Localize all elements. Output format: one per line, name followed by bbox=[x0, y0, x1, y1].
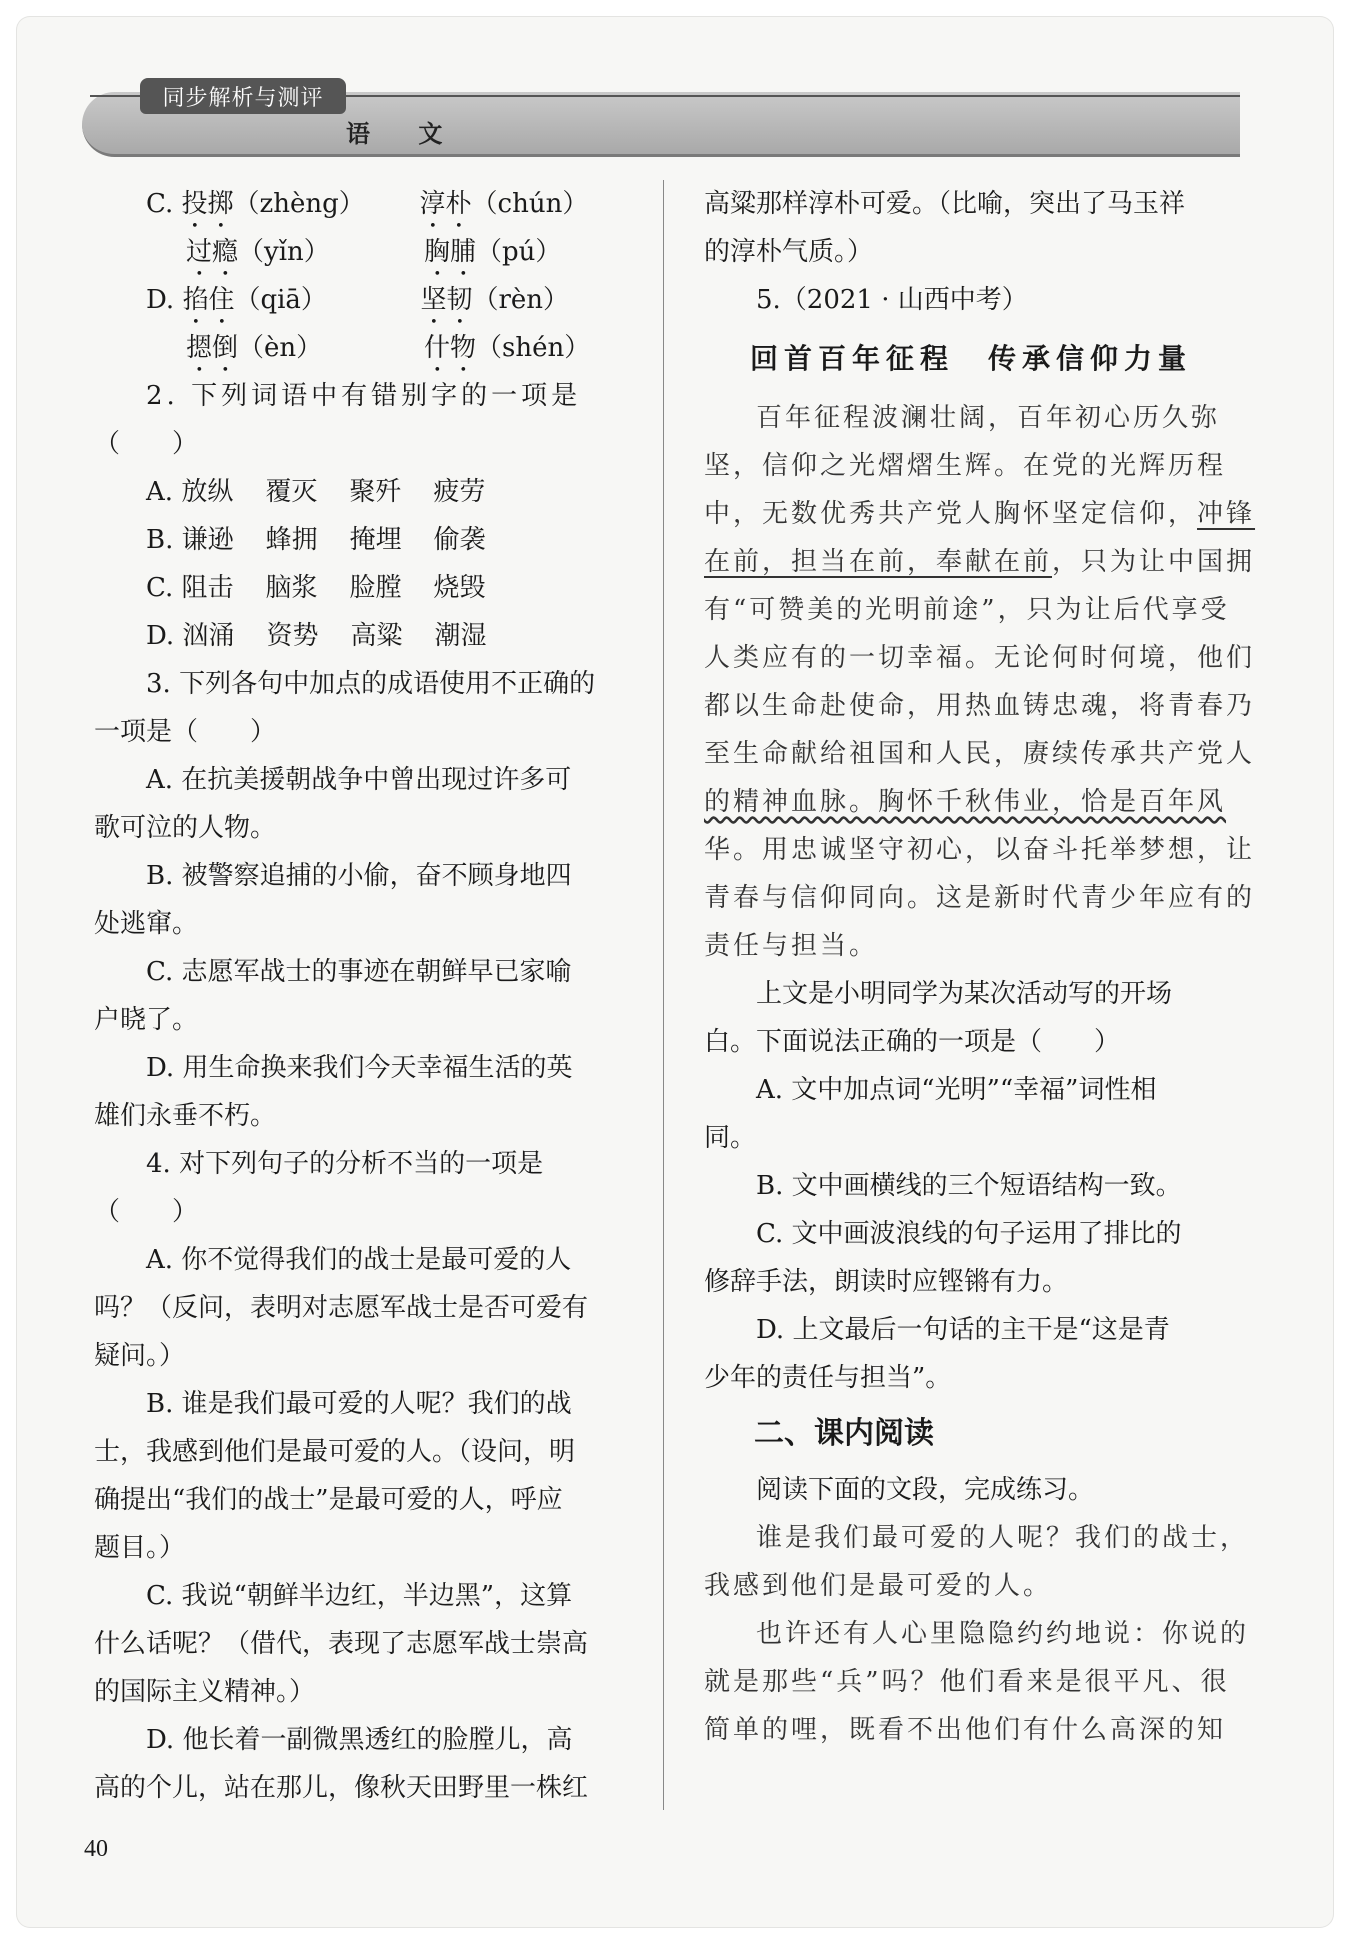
q4-option-a-cont: 吗？（反问，表明对志愿军战士是否可爱有 bbox=[94, 1293, 589, 1323]
passage-line: 在前，担当在前，奉献在前，只为让中国拥 bbox=[704, 547, 1256, 577]
word: 淳朴 bbox=[419, 189, 472, 219]
passage-line: 人类应有的一切幸福。无论何时何境，他们 bbox=[704, 643, 1256, 673]
pinyin: （zhèng） bbox=[233, 189, 365, 219]
pinyin: （rèn） bbox=[472, 285, 570, 315]
word: 坚韧 bbox=[420, 285, 473, 315]
option-label: D. bbox=[146, 285, 175, 315]
q2-option-b: B. 谦逊 蜂拥 掩埋 偷袭 bbox=[146, 525, 486, 555]
q5-option-c-cont: 修辞手法，朗读时应铿锵有力。 bbox=[704, 1267, 1069, 1297]
q1-option-c-row1 bbox=[94, 180, 628, 228]
pinyin: （èn） bbox=[238, 333, 323, 363]
passage-line: 责任与担当。 bbox=[704, 931, 879, 961]
q4d-continued: 高粱那样淳朴可爱。（比喻，突出了马玉祥 bbox=[704, 189, 1186, 219]
q4-option-c-cont: 什么话呢？（借代，表现了志愿军战士崇高 bbox=[94, 1629, 589, 1659]
q5-option-b: B. 文中画横线的三个短语结构一致。 bbox=[756, 1171, 1182, 1201]
q4-option-c: C. 我说“朝鲜半边红，半边黑”，这算 bbox=[146, 1581, 573, 1611]
word: 掐住 bbox=[182, 285, 235, 315]
series-title: 同步解析与测评 bbox=[140, 78, 346, 114]
pinyin: （shén） bbox=[476, 333, 591, 363]
q4-option-b-cont3: 题目。） bbox=[94, 1533, 186, 1563]
section-heading: 二、课内阅读 bbox=[754, 1416, 934, 1451]
underlined-phrase: 冲锋 bbox=[1197, 499, 1256, 529]
q4-option-c-cont2: 的国际主义精神。） bbox=[94, 1677, 316, 1707]
q4-answer-blank: （ ） bbox=[94, 1197, 199, 1227]
passage-line: 坚，信仰之光熠熠生辉。在党的光辉历程 bbox=[704, 451, 1227, 481]
q1-option-d-row1 bbox=[94, 276, 628, 324]
passage-line-wavy: 的精神血脉。胸怀千秋伟业，恰是百年风 bbox=[704, 787, 1227, 817]
word: 胸脯 bbox=[424, 237, 477, 267]
q2-stem: 2. 下列词语中有错别字的一项是 bbox=[146, 381, 582, 411]
word: 过瘾 bbox=[186, 237, 239, 267]
q5-option-a: A. 文中加点词“光明”“幸福”词性相 bbox=[756, 1075, 1157, 1105]
pinyin: （yǐn） bbox=[238, 237, 330, 267]
q4-stem: 4. 对下列句子的分析不当的一项是 bbox=[146, 1149, 544, 1179]
q4-option-b-cont: 士，我感到他们是最可爱的人。（设问，明 bbox=[94, 1437, 576, 1467]
reading-line: 我感到他们是最可爱的人。 bbox=[704, 1571, 1053, 1601]
q3-option-b: B. 被警察追捕的小偷，奋不顾身地四 bbox=[146, 861, 572, 891]
passage-line: 中，无数优秀共产党人胸怀坚定信仰，冲锋 bbox=[704, 499, 1256, 529]
underlined-phrase: 在前，担当在前，奉献在前 bbox=[704, 547, 1053, 577]
passage-line: 华。用忠诚坚守初心，以奋斗托举梦想，让 bbox=[704, 835, 1256, 865]
pinyin: （chún） bbox=[471, 189, 589, 219]
q5-option-c: C. 文中画波浪线的句子运用了排比的 bbox=[756, 1219, 1182, 1249]
q3-stem: 3. 下列各句中加点的成语使用不正确的 bbox=[146, 669, 596, 699]
passage-line: 都以生命赴使命，用热血铸忠魂，将青春乃 bbox=[704, 691, 1256, 721]
q5-number: 5.（2021 · 山西中考） bbox=[756, 285, 1028, 315]
q2-option-d: D. 汹涌 资势 高粱 潮湿 bbox=[146, 621, 487, 651]
q2-option-a: A. 放纵 覆灭 聚歼 疲劳 bbox=[146, 477, 486, 507]
passage-line: 百年征程波澜壮阔，百年初心历久弥 bbox=[756, 403, 1221, 433]
q4-option-d-cont: 高的个儿，站在那儿，像秋天田野里一株红 bbox=[94, 1773, 589, 1803]
q3-stem-cont: 一项是（ ） bbox=[94, 717, 277, 747]
q3-option-d: D. 用生命换来我们今天幸福生活的英 bbox=[146, 1053, 573, 1083]
q5-option-d-cont: 少年的责任与担当”。 bbox=[704, 1363, 952, 1393]
passage-line: 至生命献给祖国和人民，赓续传承共产党人 bbox=[704, 739, 1256, 769]
q4-option-b-cont2: 确提出“我们的战士”是最可爱的人，呼应 bbox=[94, 1485, 563, 1515]
passage-title: 回首百年征程 传承信仰力量 bbox=[749, 342, 1192, 375]
q5-stem: 上文是小明同学为某次活动写的开场 bbox=[756, 979, 1173, 1009]
right-column bbox=[704, 180, 1256, 1754]
q4-option-a-cont2: 疑问。） bbox=[94, 1341, 186, 1371]
passage-line: 有“可赞美的光明前途”，只为让后代享受 bbox=[704, 595, 1230, 625]
passage-line: 青春与信仰同向。这是新时代青少年应有的 bbox=[704, 883, 1256, 913]
q3-option-b-cont: 处逃窜。 bbox=[94, 909, 199, 939]
q2-option-c: C. 阻击 脑浆 脸膛 烧毁 bbox=[146, 573, 486, 603]
q4-option-d: D. 他长着一副微黑透红的脸膛儿，高 bbox=[146, 1725, 573, 1755]
q4d-continued2: 的淳朴气质。） bbox=[704, 237, 874, 267]
q1-option-c-row2 bbox=[94, 228, 628, 276]
left-column bbox=[94, 180, 628, 1812]
q1-option-d-row2 bbox=[94, 324, 628, 372]
word: 什物 bbox=[424, 333, 477, 363]
reading-line: 也许还有人心里隐隐约约地说：你说的 bbox=[756, 1619, 1250, 1649]
word: 摁倒 bbox=[186, 333, 239, 363]
q3-option-a: A. 在抗美援朝战争中曾出现过许多可 bbox=[146, 765, 572, 795]
page-number: 40 bbox=[84, 1836, 108, 1862]
q4-option-a: A. 你不觉得我们的战士是最可爱的人 bbox=[146, 1245, 572, 1275]
reading-line: 谁是我们最可爱的人呢？我们的战士， bbox=[756, 1523, 1250, 1553]
q4-option-b: B. 谁是我们最可爱的人呢？我们的战 bbox=[146, 1389, 572, 1419]
q5-option-a-cont: 同。 bbox=[704, 1123, 757, 1153]
pinyin: （pú） bbox=[476, 237, 562, 267]
q3-option-a-cont: 歌可泣的人物。 bbox=[94, 813, 277, 843]
subject-title: 语 文 bbox=[346, 120, 463, 148]
pinyin: （qiā） bbox=[234, 285, 327, 315]
option-label: C. bbox=[146, 189, 174, 219]
column-divider bbox=[663, 180, 664, 1810]
word: 投掷 bbox=[181, 189, 234, 219]
q5-stem-cont: 白。下面说法正确的一项是（ ） bbox=[704, 1027, 1121, 1057]
q3-option-c: C. 志愿军战士的事迹在朝鲜早已家喻 bbox=[146, 957, 572, 987]
reading-line: 简单的哩，既看不出他们有什么高深的知 bbox=[704, 1715, 1227, 1745]
q5-option-d: D. 上文最后一句话的主干是“这是青 bbox=[756, 1315, 1170, 1345]
q3-option-d-cont: 雄们永垂不朽。 bbox=[94, 1101, 277, 1131]
q3-option-c-cont: 户晓了。 bbox=[94, 1005, 199, 1035]
reading-instruction: 阅读下面的文段，完成练习。 bbox=[756, 1475, 1095, 1505]
q2-answer-blank: （ ） bbox=[94, 429, 199, 459]
reading-line: 就是那些“兵”吗？他们看来是很平凡、很 bbox=[704, 1667, 1230, 1697]
